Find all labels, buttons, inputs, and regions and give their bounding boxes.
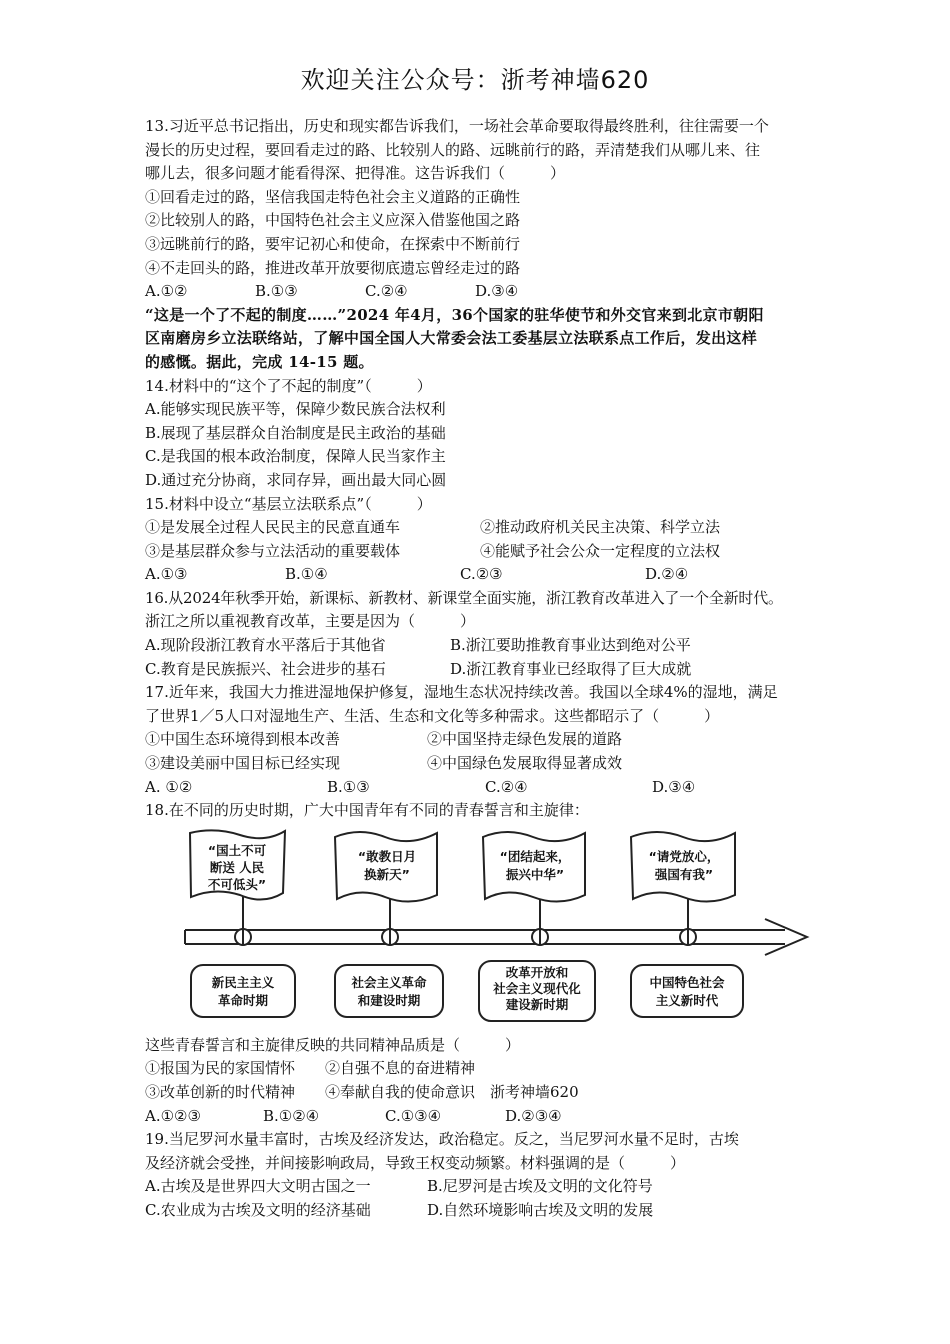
q17-option-a: A. ①② — [145, 777, 193, 796]
period-3-line-3: 建设新时期 — [505, 996, 569, 1012]
material-line: “这是一个了不起的制度……”2024 年4月，36个国家的驻华使节和外交官来到北京市朝阳 — [145, 305, 764, 324]
q13-item: ②比较别人的路，中国特色社会主义应深入借鉴他国之路 — [145, 211, 521, 230]
material-line: 的感慨。据此，完成 14-15 题。 — [145, 352, 374, 371]
q13-item: ④不走回头的路，推进改革开放要彻底遗忘曾经走过的路 — [145, 258, 521, 277]
q16-options-row — [145, 634, 820, 658]
q13-stem-line: 哪儿去，很多问题才能看得深、把得准。这告诉我们（ ） — [145, 164, 566, 183]
question-15 — [145, 493, 820, 587]
flag-4-line-1: “请党放心， — [648, 848, 720, 864]
period-2-line-2: 和建设时期 — [357, 992, 421, 1008]
q17-options — [145, 776, 820, 800]
period-box-1 — [191, 965, 295, 1017]
period-3-line-1: 改革开放和 — [505, 964, 569, 980]
q15-item-1: ①是发展全过程人民民主的民意直通车 — [145, 518, 401, 537]
q14-stem: 14.材料中的“这个了不起的制度”（ ） — [145, 376, 432, 395]
q19-option-b: B.尼罗河是古埃及文明的文化符号 — [427, 1177, 653, 1196]
question-14 — [145, 375, 820, 493]
period-1-line-2: 革命时期 — [217, 992, 269, 1008]
timeline-illustration — [145, 827, 820, 1032]
q13-option-d: D.③④ — [475, 282, 519, 301]
q14-option-b: B.展现了基层群众自治制度是民主政治的基础 — [145, 423, 446, 442]
page-header: 欢迎关注公众号：浙考神墙620 — [300, 66, 650, 94]
q17-item-3: ③建设美丽中国目标已经实现 — [145, 754, 341, 773]
q17-item-1: ①中国生态环境得到根本改善 — [145, 730, 341, 749]
period-4-line-2: 主义新时代 — [655, 992, 719, 1008]
q15-option-d: D.②④ — [645, 565, 689, 584]
q18-question: 这些青春誓言和主旋律反映的共同精神品质是（ ） — [145, 1035, 521, 1054]
period-4-line-1: 中国特色社会 — [649, 974, 725, 990]
q16-option-d: D.浙江教育事业已经取得了巨大成就 — [450, 659, 692, 678]
q17-items-row — [145, 728, 820, 752]
q17-item-2: ②中国坚持走绿色发展的道路 — [427, 730, 623, 749]
q15-option-b: B.①④ — [285, 565, 328, 584]
q19-stem-line: 及经济就会受挫，并间接影响政局，导致王权变动频繁。材料强调的是（ ） — [145, 1153, 686, 1172]
q13-stem-line: 13.习近平总书记指出，历史和现实都告诉我们，一场社会革命要取得最终胜利，往往需要一个 — [145, 117, 769, 135]
q19-option-a: A.古埃及是世界四大文明古国之一 — [145, 1177, 371, 1196]
q19-options-row — [145, 1175, 820, 1199]
period-box-2 — [335, 965, 443, 1017]
q18-stem: 18.在不同的历史时期，广大中国青年有不同的青春誓言和主旋律： — [145, 801, 589, 820]
material-block — [145, 304, 820, 375]
q16-option-a: A.现阶段浙江教育水平落后于其他省 — [145, 636, 386, 655]
period-1-line-1: 新民主主义 — [211, 974, 275, 990]
period-2-line-1: 社会主义革命 — [351, 974, 427, 990]
q17-items-row — [145, 752, 820, 776]
q16-options-row — [145, 658, 820, 682]
q15-option-a: A.①③ — [145, 565, 188, 584]
q19-options-row — [145, 1199, 820, 1223]
q17-stem-line: 了世界1／5人口对湿地生产、生活、生态和文化等多种需求。这些都昭示了（ ） — [145, 706, 720, 725]
timeline-arrow — [185, 919, 807, 955]
q19-option-c: C.农业成为古埃及文明的经济基础 — [145, 1200, 371, 1219]
q15-stem: 15.材料中设立“基层立法联系点”（ ） — [145, 494, 432, 513]
q13-item: ③远眺前行的路，要牢记初心和使命，在探索中不断前行 — [145, 234, 521, 253]
flag-2-line-1: “敢教日月 — [357, 848, 417, 864]
period-3-line-2: 社会主义现代化 — [493, 980, 581, 996]
material-line: 区南磨房乡立法联络站，了解中国全国人大常委会法工委基层立法联系点工作后，发出这样 — [145, 329, 758, 348]
flag-3-line-2: 振兴中华” — [505, 866, 565, 882]
flag-4-line-2: 强国有我” — [654, 866, 714, 882]
question-19 — [145, 1128, 820, 1222]
flag-2-line-2: 换新天” — [364, 866, 410, 882]
q15-items-row — [145, 540, 820, 564]
question-17 — [145, 681, 820, 799]
q18-option-a: A.①②③ — [145, 1106, 201, 1125]
youth-timeline-figure — [145, 827, 820, 1032]
period-boxes — [191, 961, 743, 1021]
q13-option-a: A.①② — [145, 282, 188, 301]
q13-options — [145, 280, 820, 304]
q16-stem-line: 16.从2024年秋季开始，新课标、新教材、新课堂全面实施，浙江教育改革进入了一个全新时代。 — [145, 588, 783, 607]
q18-option-b: B.①②④ — [263, 1106, 320, 1125]
q16-option-c: C.教育是民族振兴、社会进步的基石 — [145, 659, 386, 678]
flag-1-line-1: “国土不可 — [207, 842, 267, 858]
flag-1-line-2: 断送 人民 — [209, 859, 265, 875]
period-box-4 — [631, 965, 743, 1017]
q15-item-2: ②推动政府机关民主决策、科学立法 — [480, 518, 721, 537]
q17-stem-line: 17.近年来，我国大力推进湿地保护修复，湿地生态状况持续改善。我国以全球4%的湿地，满足 — [145, 683, 778, 702]
q17-item-4: ④中国绿色发展取得显著成效 — [427, 754, 623, 773]
question-18 — [145, 799, 820, 1128]
q15-item-3: ③是基层群众参与立法活动的重要载体 — [145, 541, 401, 560]
question-16 — [145, 587, 820, 681]
q18-items-row: ①报国为民的家国情怀 ②自强不息的奋进精神 — [145, 1059, 476, 1078]
q17-option-c: C.②④ — [485, 777, 528, 796]
q13-option-b: B.①③ — [255, 282, 298, 301]
q18-option-c: C.①③④ — [385, 1106, 442, 1125]
q19-option-d: D.自然环境影响古埃及文明的发展 — [427, 1200, 654, 1219]
q18-option-d: D.②③④ — [505, 1106, 562, 1125]
question-13 — [145, 115, 820, 304]
q17-option-d: D.③④ — [652, 777, 696, 796]
q19-stem-line: 19.当尼罗河水量丰富时，古埃及经济发达，政治稳定。反之，当尼罗河水量不足时，古埃 — [145, 1130, 739, 1149]
q16-stem-line: 浙江之所以重视教育改革，主要是因为（ ） — [145, 612, 476, 631]
q14-option-a: A.能够实现民族平等，保障少数民族合法权利 — [145, 400, 446, 419]
q18-items-row: ③改革创新的时代精神 ④奉献自我的使命意识 浙考神墙620 — [145, 1083, 579, 1101]
q14-option-c: C.是我国的根本政治制度，保障人民当家作主 — [145, 447, 446, 466]
q13-stem-line: 漫长的历史过程，要回看走过的路、比较别人的路、远眺前行的路，弄清楚我们从哪儿来、往 — [145, 140, 761, 159]
q15-option-c: C.②③ — [460, 565, 503, 584]
q18-options — [145, 1105, 820, 1129]
q15-items-row — [145, 516, 820, 540]
q13-option-c: C.②④ — [365, 282, 408, 301]
q14-option-d: D.通过充分协商，求同存异，画出最大同心圆 — [145, 470, 447, 489]
q13-item: ①回看走过的路，坚信我国走特色社会主义道路的正确性 — [145, 187, 521, 206]
q15-item-4: ④能赋予社会公众一定程度的立法权 — [480, 541, 721, 560]
q15-options — [145, 563, 820, 587]
exam-content — [145, 115, 820, 1223]
q17-option-b: B.①③ — [327, 777, 370, 796]
q16-option-b: B.浙江要助推教育事业达到绝对公平 — [450, 636, 691, 655]
flag-3-line-1: “团结起来， — [499, 848, 571, 864]
flag-1-line-3: 不可低头” — [207, 876, 267, 892]
